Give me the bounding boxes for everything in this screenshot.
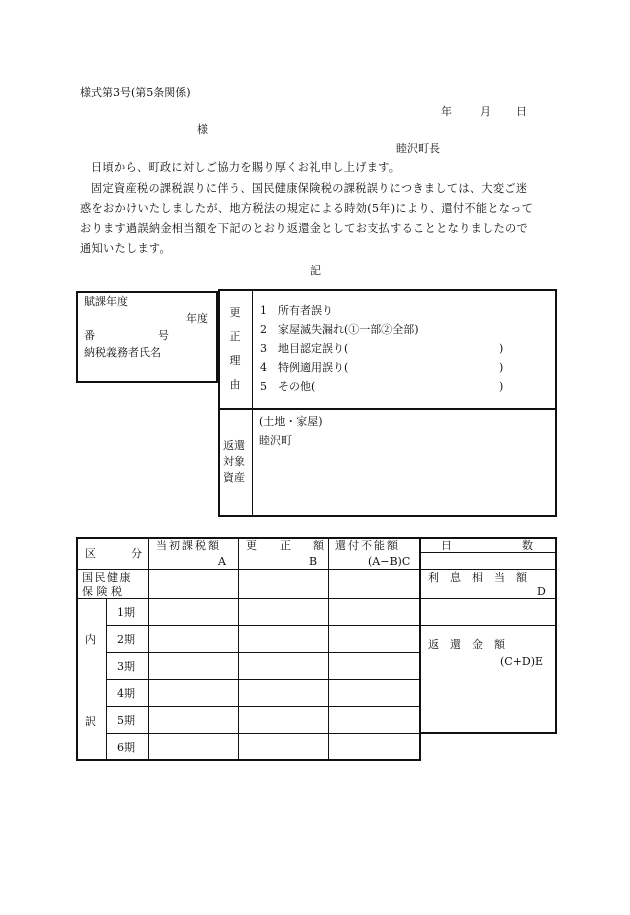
asset-heading-3: 資産 [223, 471, 245, 484]
corrected-mark: B [309, 555, 318, 568]
amount-row-divider-2 [106, 652, 420, 653]
reason-1: 1 所有者誤り [260, 304, 333, 317]
nonrefundable-mark: (A−B)C [368, 555, 411, 568]
asset-heading-1: 返還 [223, 439, 245, 452]
reason-5-close: ) [499, 380, 504, 393]
refund-row-divider-3 [420, 625, 556, 626]
amount-col-divider-a [148, 538, 149, 760]
amount-row-divider-kokuho [77, 598, 420, 599]
amount-row-divider-header [77, 569, 420, 570]
correction-heading-2: 正 [229, 330, 241, 343]
refund-amount-label: 返 還 金 額 [428, 638, 505, 651]
correction-heading-1: 更 [229, 306, 241, 319]
amount-row-divider-3 [106, 679, 420, 680]
wake-label: 訳 [85, 715, 96, 728]
period-1-label: 1期 [117, 606, 135, 619]
corrected-header-1: 更 [246, 539, 257, 552]
body-line-1: 日頃から、町政に対しご協力を賜り厚くお礼申し上げます。 [91, 161, 401, 174]
nonrefundable-header: 還付不能額 [335, 539, 400, 552]
addressee-suffix: 様 [197, 123, 208, 136]
days-label: 日 [441, 539, 452, 552]
tax-year-suffix: 年度 [186, 312, 208, 325]
tax-year-label: 賦課年度 [84, 295, 128, 308]
asset-town: 睦沢町 [259, 434, 292, 447]
interest-label: 利 息 相 当 額 [428, 571, 527, 584]
heading-column-divider [252, 290, 253, 516]
refund-table [419, 537, 557, 734]
body-line-5: 通知いたします。 [80, 242, 172, 255]
kubun-label-1: 区 [85, 547, 96, 560]
date-month-label: 月 [480, 105, 491, 118]
amount-row-divider-5 [106, 733, 420, 734]
uchi-label: 内 [85, 633, 96, 646]
corrected-header-3: 額 [313, 539, 324, 552]
reason-4-close: ) [499, 361, 504, 374]
kubun-label-2: 分 [131, 547, 142, 560]
period-2-label: 2期 [117, 633, 135, 646]
reason-2: 2 家屋滅失漏れ(①一部②全部) [260, 323, 419, 336]
asset-heading-2: 対象 [223, 455, 245, 468]
initial-tax-header: 当初課税額 [156, 539, 221, 552]
body-line-2: 固定資産税の課税誤りに伴う、国民健康保険税の課税誤りにつきましては、大変ご迷 [91, 182, 528, 195]
period-5-label: 5期 [117, 714, 135, 727]
reason-3: 3 地目認定誤り( [260, 342, 349, 355]
interest-mark: D [537, 585, 546, 598]
body-line-3: 惑をおかけいたしましたが、地方税法の規定による時効(5年)により、還付不能となって [80, 202, 534, 215]
initial-tax-mark: A [218, 555, 226, 568]
reason-3-close: ) [499, 342, 504, 355]
form-number: 様式第3号(第5条関係) [80, 86, 191, 99]
refund-amount-mark: (C+D)E [500, 655, 544, 668]
corrected-header-2: 正 [280, 539, 291, 552]
amount-col-divider-b [238, 538, 239, 760]
period-6-label: 6期 [117, 741, 135, 754]
ki-heading: 記 [310, 264, 321, 277]
correction-heading-3: 理 [229, 354, 241, 367]
number-label-1: 番 [84, 329, 95, 342]
issuer-name: 睦沢町長 [396, 142, 440, 155]
kokuho-label-1: 国民健康 [82, 571, 132, 584]
box-row-divider [219, 408, 556, 410]
kokuho-label-2: 保 険 税 [82, 585, 122, 598]
period-3-label: 3期 [117, 660, 135, 673]
days-suffix: 数 [522, 539, 533, 552]
reason-5: 5 その他( [260, 380, 316, 393]
asset-type-line: (土地・家屋) [259, 415, 323, 428]
taxpayer-name-label: 納税義務者氏名 [84, 346, 161, 359]
period-4-label: 4期 [117, 687, 135, 700]
amount-row-divider-1 [106, 625, 420, 626]
refund-row-divider-1 [420, 569, 556, 570]
amount-row-divider-4 [106, 706, 420, 707]
refund-row-divider-2 [420, 598, 556, 599]
correction-heading-4: 由 [229, 378, 241, 391]
reason-4: 4 特例適用誤り( [260, 361, 349, 374]
amount-col-divider-c [328, 538, 329, 760]
date-day-label: 日 [516, 105, 527, 118]
number-label-2: 号 [158, 329, 169, 342]
date-year-label: 年 [441, 105, 452, 118]
body-line-4: おります過誤納金相当額を下記のとおり返還金としてお支払することとなりましたので [80, 222, 529, 235]
days-divider [420, 552, 556, 553]
